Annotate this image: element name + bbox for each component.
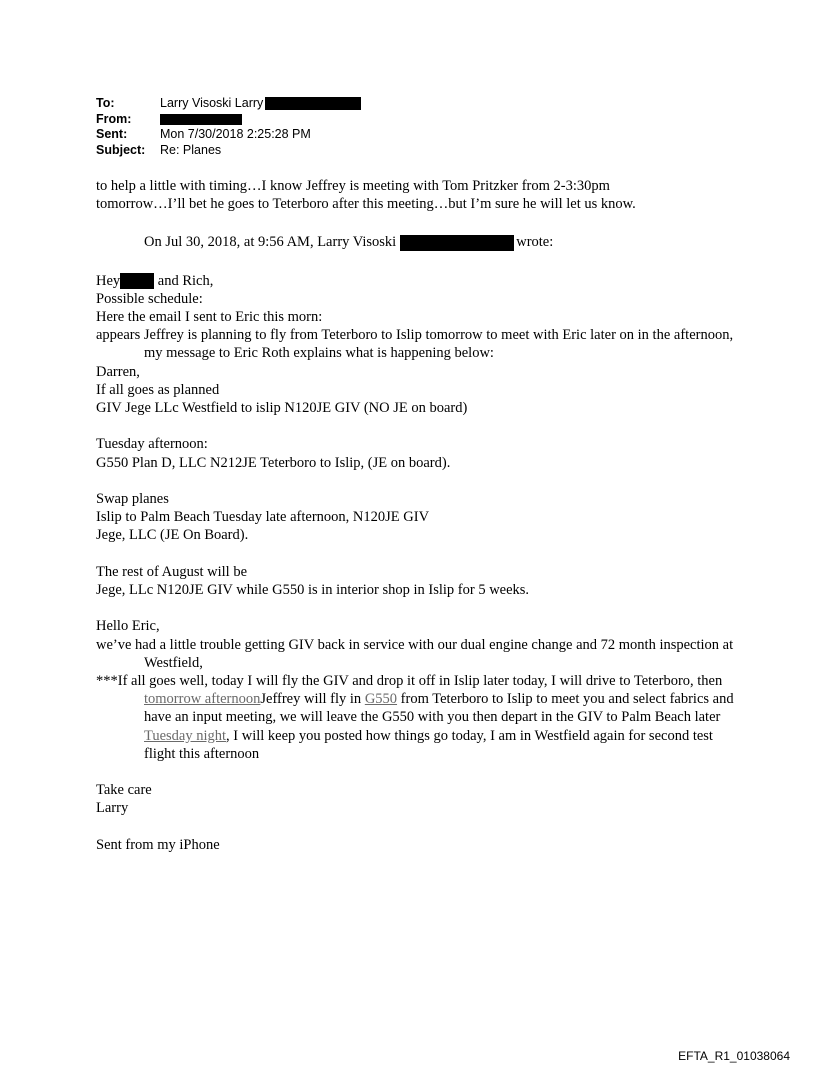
intro-line-2: tomorrow…I’ll bet he goes to Teterboro after this meeting…but I’m sure he will let us know.	[96, 196, 636, 213]
giv-line: GIV Jege LLc Westfield to islip N120JE GIV (NO JE on board)	[96, 400, 468, 417]
stars-paragraph	[96, 672, 736, 763]
subject-label: Subject:	[96, 142, 146, 157]
email-body	[96, 177, 736, 854]
intro-line-1: to help a little with timing…I know Jeffrey is meeting with Tom Pritzker from 2-3:30pm	[96, 178, 610, 194]
possible-schedule: Possible schedule:	[96, 290, 203, 307]
to-value: Larry Visoski Larry	[160, 96, 264, 110]
swap-line: Swap planes	[96, 491, 169, 508]
from-row	[96, 112, 361, 128]
sent-from-line: Sent from my iPhone	[96, 836, 220, 853]
stars-text-4: , I will keep you posted how things go today, I am in Westfield again for second test flight this afternoon	[144, 727, 713, 762]
darren-line: Darren,	[96, 363, 140, 380]
jege-giv-line: Jege, LLc N120JE GIV while G550 is in interior shop in Islip for 5 weeks.	[96, 582, 530, 599]
redaction-block	[160, 114, 242, 125]
tuesday-line: Tuesday afternoon:	[96, 436, 208, 453]
greeting-line	[96, 272, 736, 290]
subject-value: Re: Planes	[160, 142, 222, 157]
email-header	[96, 96, 361, 158]
subject-row	[96, 143, 361, 159]
trouble-paragraph: we’ve had a little trouble getting GIV back in service with our dual engine change and 72 month inspection at Westfield,	[96, 636, 734, 671]
to-row	[96, 96, 361, 112]
signature-name: Larry	[96, 800, 129, 817]
appears-paragraph: appears Jeffrey is planning to fly from Teterboro to Islip tomorrow to meet with Eric later on in the afternoon, my message to Eric Roth explains what is happening below:	[96, 327, 734, 362]
sent-row	[96, 127, 361, 143]
g550-line: G550 Plan D, LLC N212JE Teterboro to Islip, (JE on board).	[96, 454, 451, 471]
hello-line: Hello Eric,	[96, 618, 160, 635]
sent-label: Sent:	[96, 127, 128, 141]
to-label: To:	[96, 96, 115, 110]
redaction-block	[265, 97, 361, 110]
quote-suffix: wrote:	[516, 234, 554, 251]
rest-august-line: The rest of August will be	[96, 563, 248, 580]
greeting-rest: and Rich,	[157, 272, 214, 289]
islip-pb-line: Islip to Palm Beach Tuesday late afternoon, N120JE GIV	[96, 509, 430, 526]
quote-prefix: On Jul 30, 2018, at 9:56 AM, Larry Visoski	[144, 234, 397, 251]
from-label: From:	[96, 111, 132, 126]
jege-board-line: Jege, LLC (JE On Board).	[96, 527, 249, 544]
tuesday-night-link[interactable]: Tuesday night	[144, 727, 227, 744]
tomorrow-afternoon-link[interactable]: tomorrow afternoon	[144, 691, 261, 708]
sent-value: Mon 7/30/2018 2:25:28 PM	[160, 127, 311, 141]
document-id: EFTA_R1_01038064	[678, 1049, 790, 1063]
stars-text-1: ***If all goes well, today I will fly the GIV and drop it off in Islip later today, I will drive to Teterboro, then	[96, 673, 723, 690]
stars-text-2: Jeffrey will fly in	[260, 691, 365, 708]
g550-link[interactable]: G550	[364, 691, 398, 708]
here-email: Here the email I sent to Eric this morn:	[96, 309, 323, 326]
stars-text-3: from Teterboro to Islip to meet you and select fabrics and have an input meeting, we will leave the G550 with you then depart in the GIV to Palm Beach later	[144, 691, 734, 726]
greeting-hey: Hey	[96, 272, 121, 289]
redaction-block	[400, 235, 514, 251]
quote-attribution	[96, 233, 736, 251]
take-care-line: Take care	[96, 782, 152, 799]
if-all-line: If all goes as planned	[96, 381, 220, 398]
redaction-block	[120, 273, 154, 289]
